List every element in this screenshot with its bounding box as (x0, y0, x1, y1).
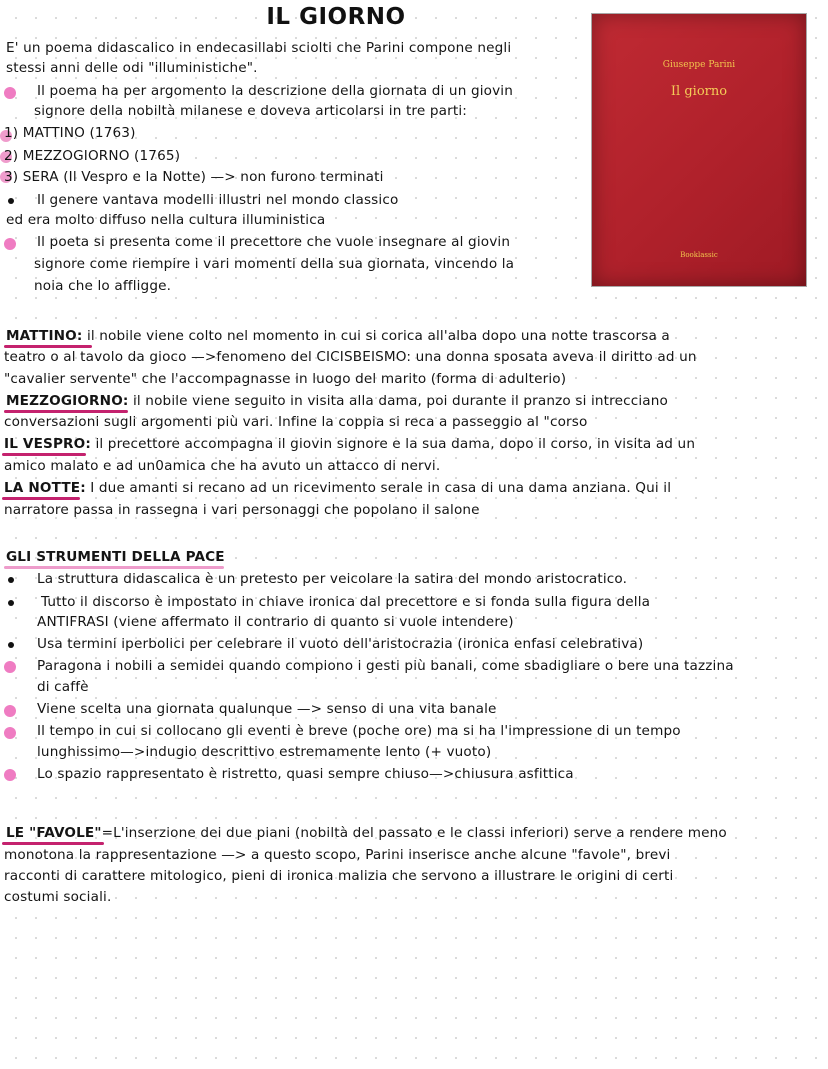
intro-line: ed era molto diffuso nella cultura illuministica (6, 212, 326, 228)
section-heading-favole: LE "FAVOLE" (6, 825, 102, 841)
page-title: IL GIORNO (266, 4, 406, 30)
strumenti-item: Usa termini iperbolici per celebrare il vuoto dell'aristocrazia (ironica enfasi celebrativa) (37, 636, 644, 652)
bullet-dot (4, 238, 16, 250)
part-item: 2) MEZZOGIORNO (1765) (4, 148, 181, 164)
strumenti-item-cont: lunghissimo—>indugio descrittivo estremamente lento (+ vuoto) (37, 744, 492, 760)
part-mattino-line: MATTINO: il nobile viene colto nel momento in cui si corica all'alba dopo una notte trascorsa a (6, 328, 670, 344)
bullet-dot (4, 769, 16, 781)
intro-line: signore come riempire i vari momenti della sua giornata, vincendo la (34, 256, 515, 272)
part-line: "cavalier servente" che l'accompagnasse in luogo del marito (forma di adulterio) (4, 371, 567, 387)
book-publisher: Booklassic (680, 251, 718, 259)
intro-line: noia che lo affligge. (34, 278, 172, 294)
part-line: narratore passa in rassegna i vari personaggi che popolano il salone (4, 502, 480, 518)
favole-line: costumi sociali. (4, 889, 112, 905)
book-author: Giuseppe Parini (662, 60, 736, 70)
part-line: amico malato e ad un0amica che ha avuto un attacco di nervi. (4, 458, 441, 474)
strumenti-item: Lo spazio rappresentato è ristretto, quasi sempre chiuso—>chiusura asfittica (37, 766, 574, 782)
part-vespro-line: IL VESPRO: il precettore accompagna il giovin signore e la sua dama, dopo il corso, in visita ad un (4, 436, 696, 452)
bullet-dot (8, 642, 14, 648)
part-heading: MEZZOGIORNO: (6, 393, 129, 409)
intro-line: Il poeta si presenta come il precettore che vuole insegnare al giovin (37, 234, 511, 250)
bullet-dot (8, 198, 14, 204)
strumenti-item: Paragona i nobili a semidei quando compiono i gesti più banali, come sbadigliare o bere una tazzina (37, 658, 734, 674)
bullet-dot (8, 577, 14, 583)
bullet-dot (8, 600, 14, 606)
part-heading: IL VESPRO: (4, 436, 91, 452)
bullet-dot (4, 661, 16, 673)
bullet-dot (4, 87, 16, 99)
part-item: 1) MATTINO (1763) (4, 125, 136, 141)
intro-line: signore della nobiltà milanese e doveva articolarsi in tre parti: (34, 103, 467, 119)
part-heading: MATTINO: (6, 328, 83, 344)
favole-line: LE "FAVOLE"=L'inserzione dei due piani (nobiltà del passato e le classi inferiori) serve a rendere meno (6, 825, 727, 841)
strumenti-item-cont: ANTIFRASI (viene affermato il contrario di quanto si vuole intendere) (37, 614, 514, 630)
part-item: 3) SERA (Il Vespro e la Notte) —> non furono terminati (4, 169, 384, 185)
section-heading-strumenti: GLI STRUMENTI DELLA PACE (6, 549, 225, 565)
favole-line: racconti di carattere mitologico, pieni di ironica malizia che servono a illustrare le origini di certi (4, 868, 674, 884)
strumenti-item: Il tempo in cui si collocano gli eventi è breve (poche ore) ma si ha l'impressione di un tempo (37, 723, 681, 739)
part-line: conversazioni sugli argomenti più vari. Infine la coppia si reca a passeggio al "corso (4, 414, 588, 430)
book-title: Il giorno (670, 84, 728, 99)
bullet-dot (4, 727, 16, 739)
favole-line: monotona la rappresentazione —> a questo scopo, Parini inserisce anche alcune "favole", brevi (4, 847, 671, 863)
intro-line: Il poema ha per argomento la descrizione della giornata di un giovin (37, 83, 513, 99)
bullet-dot (4, 705, 16, 717)
strumenti-item: La struttura didascalica è un pretesto per veicolare la satira del mondo aristocratico. (37, 571, 628, 587)
part-mezzogiorno-line: MEZZOGIORNO: il nobile viene seguito in visita alla dama, poi durante il pranzo si intrecciano (6, 393, 669, 409)
intro-line: E' un poema didascalico in endecasillabi sciolti che Parini compone negli (6, 40, 512, 56)
intro-line: stessi anni delle odi "illuministiche". (6, 60, 258, 76)
part-line: teatro o al tavolo da gioco —>fenomeno del CICISBEISMO: una donna sposata aveva il diritto ad un (4, 349, 697, 365)
part-heading: LA NOTTE: (4, 480, 86, 496)
strumenti-item-cont: di caffè (37, 679, 89, 695)
part-notte-line: LA NOTTE: I due amanti si recano ad un ricevimento serale in casa di una dama anziana. Qui il (4, 480, 672, 496)
book-cover-image (592, 14, 806, 286)
strumenti-item: Viene scelta una giornata qualunque —> senso di una vita banale (37, 701, 497, 717)
intro-line: Il genere vantava modelli illustri nel mondo classico (37, 192, 399, 208)
strumenti-item: Tutto il discorso è impostato in chiave ironica dal precettore e si fonda sulla figura della (41, 594, 651, 610)
